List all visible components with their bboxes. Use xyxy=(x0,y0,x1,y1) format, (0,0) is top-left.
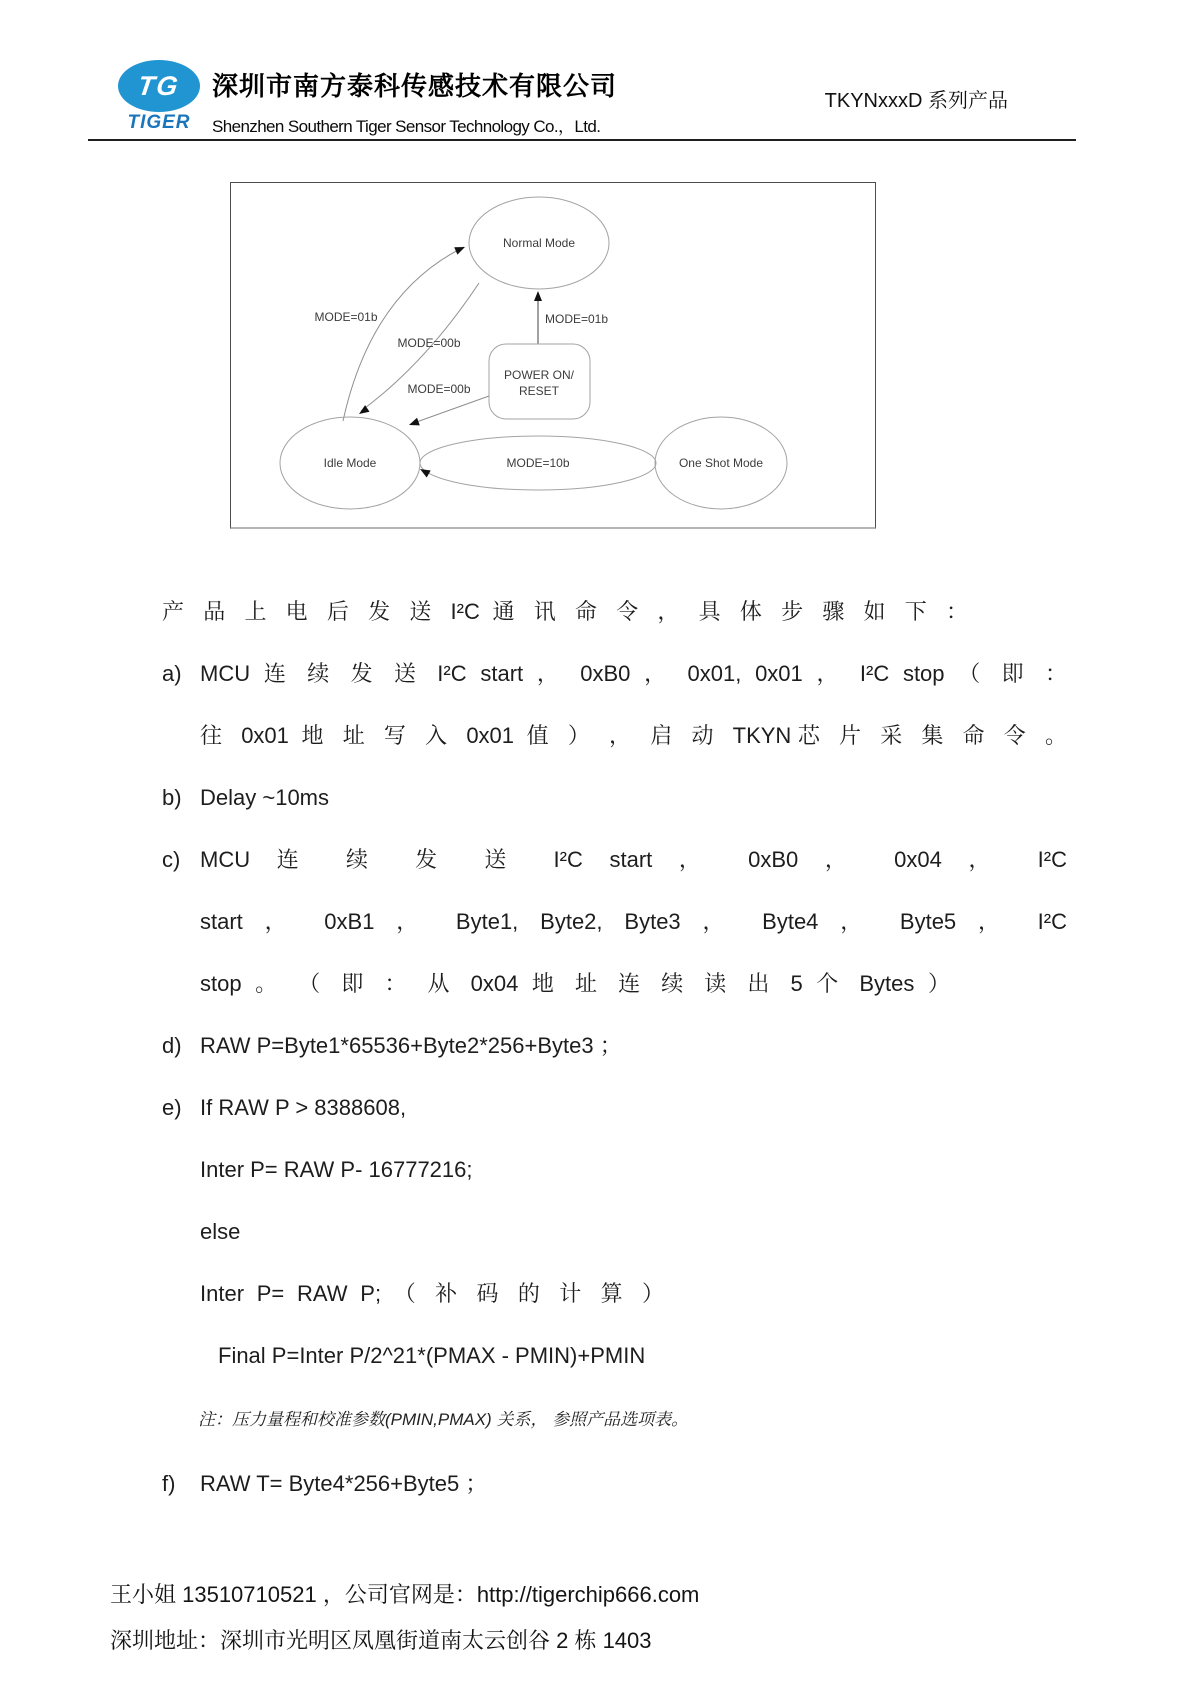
list-marker-e: e) xyxy=(162,1095,182,1120)
normal-mode-label: Normal Mode xyxy=(502,236,576,250)
logo-tiger-text: TIGER xyxy=(127,112,191,133)
company-name-cn: 深圳市南方泰科传感技术有限公司 xyxy=(212,71,618,101)
list-item-c-line3: stop 。 （ 即 ： 从 0x04 地 址 连 续 读 出 5 个 Bytes ） xyxy=(200,971,951,996)
list-item-e-line1: e) If RAW P > 8388608, xyxy=(162,1093,1067,1123)
header-divider xyxy=(88,139,1076,141)
label-mode-00b-upper: MODE=00b xyxy=(397,336,461,350)
paragraph-intro: 产 品 上 电 后 发 送 I²C 通 讯 命 令 ， 具 体 步 骤 如 下 ： xyxy=(162,599,968,624)
list-item-f: f) RAW T= Byte4*256+Byte5 ； xyxy=(162,1469,1067,1499)
edge-reset-to-idle xyxy=(411,396,489,424)
note-pressure-range: 注：压力量程和校准参数(PMIN,PMAX) 关系， 参照产品选项表。 xyxy=(198,1410,689,1429)
arrowhead-reset-to-idle xyxy=(409,418,420,426)
footer-contact-line: 王小姐 13510710521 ，公司官网是：http://tigerchip666.com xyxy=(110,1582,700,1607)
label-mode-01b-left: MODE=01b xyxy=(314,310,378,324)
state-diagram-figure xyxy=(230,182,876,529)
logo-tg-text: TG xyxy=(136,70,182,101)
list-marker-f: f) xyxy=(162,1471,176,1496)
company-name-en: Shenzhen Southern Tiger Sensor Technology Co.，Ltd. xyxy=(212,117,601,136)
list-item-a-line2: 往 0x01 地 址 写 入 0x01 值 ） ， 启 动 TKYN芯 片 采 集 命 令 。 xyxy=(200,723,1067,748)
list-item-e-line3: else xyxy=(200,1219,241,1244)
company-logo-icon xyxy=(118,60,200,112)
list-item-e-line2: Inter P= RAW P- 16777216; xyxy=(200,1157,473,1182)
list-item-b: b) Delay ~10ms xyxy=(162,783,1067,813)
label-mode-00b-lower: MODE=00b xyxy=(407,382,471,396)
list-marker-c: c) xyxy=(162,847,181,872)
list-item-e-line4: Inter P= RAW P; （ 补 码 的 计 算 ） xyxy=(200,1281,664,1306)
power-on-label: POWER ON/ xyxy=(503,368,575,382)
label-mode-01b-right: MODE=01b xyxy=(545,312,609,326)
arrowhead-reset-to-normal xyxy=(534,291,542,301)
list-marker-d: d) xyxy=(162,1033,182,1058)
list-item-c-line1: c) MCU 连 续 发 送 I²C start ， 0xB0 ， 0x04 ， I²C xyxy=(162,845,1067,875)
list-item-c-line2: start ， 0xB1 ， Byte1, Byte2, Byte3 ， Byte4 ， Byte5 ， I²C xyxy=(200,909,1067,934)
reset-label: RESET xyxy=(518,384,560,398)
list-item-d: d) RAW P=Byte1*65536+Byte2*256+Byte3 ； xyxy=(162,1031,1067,1061)
footer-address-line: 深圳地址：深圳市光明区凤凰街道南太云创谷 2 栋 1403 xyxy=(110,1628,652,1653)
label-mode-10b: MODE=10b xyxy=(506,456,570,470)
arrowhead-normal-to-idle xyxy=(359,405,370,414)
list-item-a-line1: a) MCU 连 续 发 送 I²C start ， 0xB0 ， 0x01, 0x01 ， I²C stop （ 即 ： xyxy=(162,659,1067,689)
idle-mode-label: Idle Mode xyxy=(323,456,377,470)
one-shot-mode-label: One Shot Mode xyxy=(678,456,764,470)
arrowhead-one-shot-to-idle xyxy=(420,469,431,478)
arrowhead-idle-to-normal xyxy=(454,247,465,255)
list-marker-a: a) xyxy=(162,661,182,686)
formula-final-p: Final P=Inter P/2^21*(PMAX - PMIN)+PMIN xyxy=(218,1343,646,1368)
state-diagram-svg xyxy=(231,183,875,526)
product-series-label: TKYNxxxD 系列产品 xyxy=(824,90,1008,112)
list-marker-b: b) xyxy=(162,785,182,810)
